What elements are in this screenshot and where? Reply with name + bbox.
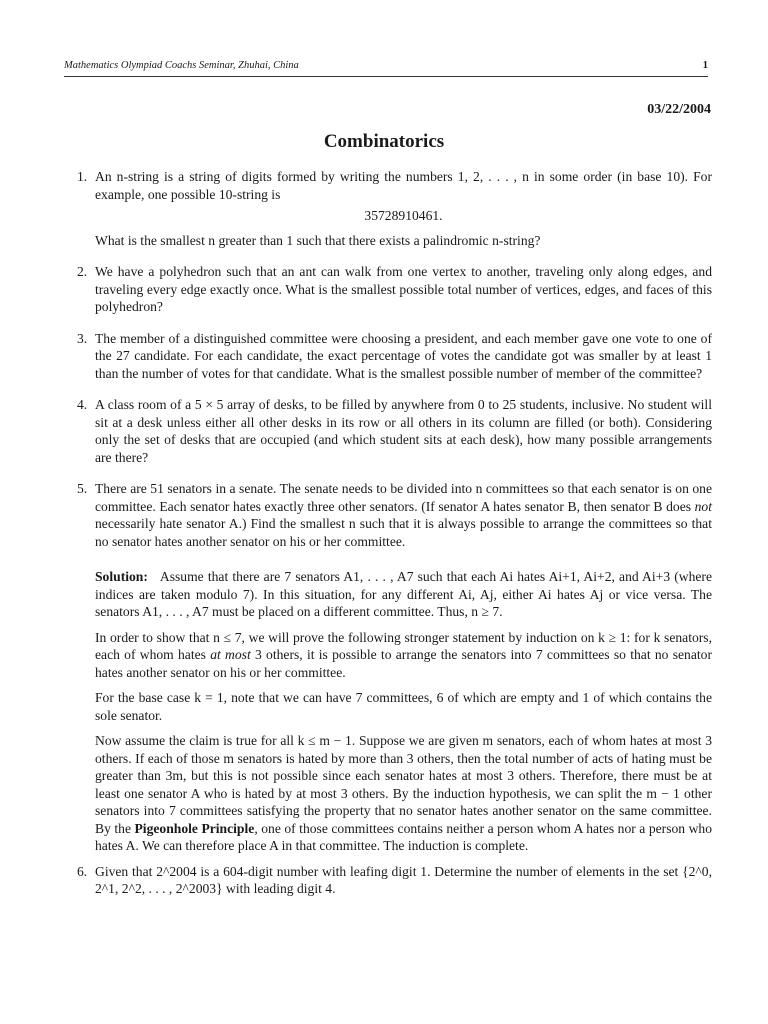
solution-text: Now assume the claim is true for all k ≤ m − 1. Suppose we are given m senators, each of whom hates at most 3 others. If each of those m senators is hated by more than 3 others, then the total number of acts of hating must be greater than 3m, but this is not possible since each senator hates at most 3 others. Therefore, there must be at least one senator A who is hated by at most 3 others. By the induction hypothesis, we can split the m − 1 other senators into 7 committees satisfying the property that no senator hates another senator on the same committee. By the [95, 733, 712, 836]
problem-1 [64, 168, 712, 249]
solution-text: In order to show that n ≤ 7, we will prove the following stronger statement by induction on k ≥ 1: for k senators, each of whom hates [95, 629, 712, 662]
problem-number: 6. [77, 863, 88, 879]
problem-number: 3. [77, 330, 88, 346]
header-rule [64, 76, 708, 77]
problem-text [95, 480, 712, 550]
solution-paragraph: For the base case k = 1, note that we can have 7 committees, 6 of which are empty and 1 of which contains the sole senator. [95, 690, 712, 723]
running-title: Mathematics Olympiad Coachs Seminar, Zhuhai, China [64, 60, 299, 71]
problem-text: Given that 2^2004 is a 604-digit number with leafing digit 1. Determine the number of elements in the set {2^0, 2^1, 2^2, . . . , 2^2003} with leading digit 4. [95, 863, 712, 896]
problem-number: 4. [77, 397, 88, 412]
bold-term: Pigeonhole Principle [134, 820, 255, 836]
problem-text: A class room of a 5 × 5 array of desks, to be filled by anywhere from 0 to 25 students, inclusive. No student will sit at a desk unless either all other desks in its row or all others in its column are filled (or both). Considering only the set of desks that are occupied (and which student sits at each desk), how many possible arrangements are there? [95, 397, 712, 465]
solution-paragraph [95, 732, 712, 855]
problem-3 [64, 330, 712, 383]
problem-text-part: There are 51 senators in a senate. The senate needs to be divided into n committees so that each senator is on one committee. Each senator hates exactly three other senators. (If senator A hates senator B, then senator B does [95, 481, 712, 514]
problem-text: The member of a distinguished committee were choosing a president, and each member gave one vote to one of the 27 candidate. For each candidate, the exact percentage of votes the candidate got was smaller by at least 1 than the number of votes for that candidate. What is the smallest possible number of member of the committee? [95, 330, 712, 381]
problem-6 [64, 863, 712, 898]
solution [64, 568, 712, 855]
solution-text: 3 others, it is possible to arrange the senators into 7 committees so that no senator hates another senator on his or her committee. [95, 647, 712, 680]
problem-number: 1. [77, 169, 88, 184]
problem-number: 2. [77, 264, 88, 279]
running-header [64, 60, 708, 76]
example-string: 35728910461. [364, 208, 443, 223]
problem-text: We have a polyhedron such that an ant can walk from one vertex to another, traveling only along edges, and traveling every edge exactly once. What is the smallest possible total number of vertices, edges, and faces of this polyhedron? [95, 264, 712, 314]
problem-text: An n-string is a string of digits formed by writing the numbers 1, 2, . . . , n in some order (in base 10). For example, one possible 10-string is [95, 169, 712, 202]
date: 03/22/2004 [647, 102, 711, 117]
solution-text: , one of those committees contains neither a person whom A hates nor a person who hates A. We can therefore place A in that committee. The induction is complete. [95, 820, 712, 853]
problem-text-part: necessarily hate senator A.) Find the smallest n such that it is always possible to arrange the committees so that no senator hates another senator on his or her committee. [95, 516, 712, 549]
solution-paragraph [95, 568, 712, 621]
emphasis: not [694, 498, 712, 514]
problem-list [64, 168, 712, 912]
problem-4 [64, 396, 712, 466]
page-number: 1 [702, 60, 708, 71]
solution-heading: Solution: [95, 569, 148, 584]
problem-number: 5. [77, 481, 88, 496]
solution-text: Assume that there are 7 senators A1, . . . , A7 such that each Ai hates Ai+1, Ai+2, and Ai+3 (where indices are taken modulo 7). In this situation, for any different Ai, Aj, either Ai hates Aj or vice versa. The senators A1, . . . , A7 must be placed on a different committee. Thus, n ≥ 7. [95, 569, 712, 619]
problem-question: What is the smallest n greater than 1 such that there exists a palindromic n-string? [95, 232, 541, 248]
problem-2 [64, 263, 712, 316]
problem-5 [64, 480, 712, 550]
document-title: Combinatorics [323, 131, 445, 152]
solution-paragraph [95, 629, 712, 682]
emphasis: at most [210, 647, 251, 662]
